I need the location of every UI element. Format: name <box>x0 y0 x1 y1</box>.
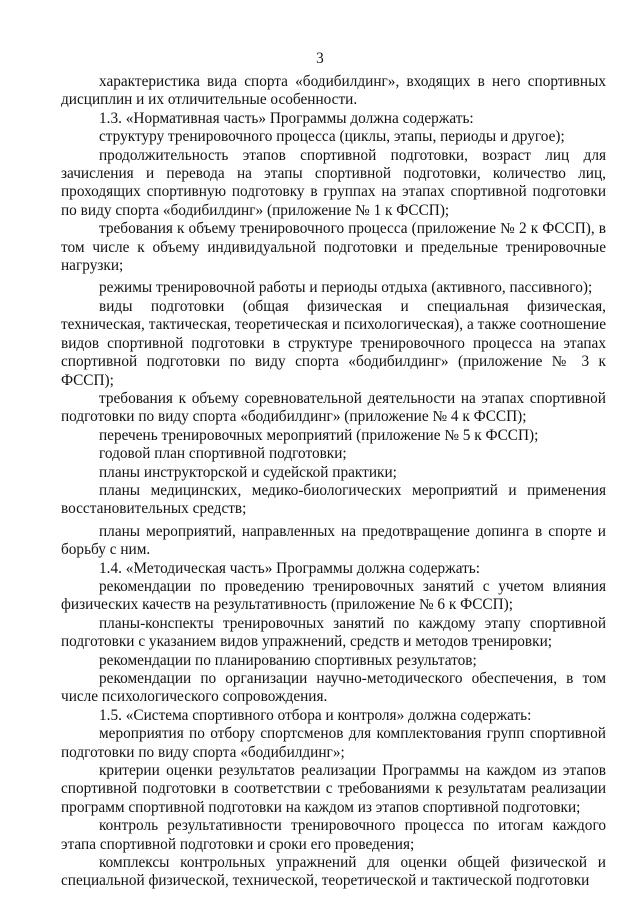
list-item: рекомендации по планированию спортивных результатов; <box>99 651 477 669</box>
list-item: планы мероприятий, направленных на предотвращение допинга в спорте и борьбу с ним. <box>61 522 606 559</box>
list-item: продолжительность этапов спортивной подготовки, возраст лиц для зачисления и перевода на этапы спортивной подготовки, количество лиц, проходящих спортивную подготовку в группах на этапах спортивной подготовки по виду спорта «бодибилдинг» (приложение № 1 к ФССП); <box>61 146 606 219</box>
list-item: планы медицинских, медико-биологических мероприятий и применения восстановительных средств; <box>61 481 606 518</box>
list-item: планы инструкторской и судейской практики; <box>99 463 397 481</box>
list-item: комплексы контрольных упражнений для оценки общей физической и специальной физической, технической, теоретической и тактической подготовки <box>61 854 606 890</box>
list-item: требования к объему соревновательной деятельности на этапах спортивной подготовки по виду спорта «бодибилдинг» (приложение № 4 к ФССП); <box>61 389 606 426</box>
list-item: контроль результативности тренировочного процесса по итогам каждого этапа спортивной подготовки и сроки его проведения; <box>61 817 606 853</box>
list-item: рекомендации по проведению тренировочных занятий с учетом влияния физических качеств на результативность (приложение № 6 к ФССП); <box>61 577 606 614</box>
section-heading-1-3: 1.3. «Нормативная часть» Программы должна содержать: <box>99 109 474 127</box>
section-heading-1-5: 1.5. «Система спортивного отбора и контроля» должна содержать: <box>99 706 532 724</box>
list-item: структуру тренировочного процесса (циклы, этапы, периоды и другое); <box>99 128 565 146</box>
list-item: требования к объему тренировочного процесса (приложение № 2 к ФССП), в том числе к объему индивидуальной подготовки и предельные тренировочные нагрузки; <box>61 220 606 275</box>
list-item: режимы тренировочной работы и периоды отдыха (активного, пассивного); <box>99 279 593 297</box>
page-number: 3 <box>316 50 324 67</box>
paragraph-continuation: характеристика вида спорта «бодибилдинг», входящих в него спортивных дисциплин и их отличительные особенности. <box>61 73 606 109</box>
list-item: виды подготовки (общая физическая и специальная физическая, техническая, тактическая, теоретическая и психологическая), а также соотношение видов спортивной подготовки в структуре тренировочного процесса на этапах спортивной подготовки по виду спорта «бодибилдинг» (приложение № 3 к ФССП); <box>61 297 606 389</box>
list-item: перечень тренировочных мероприятий (приложение № 5 к ФССП); <box>99 426 539 444</box>
list-item: годовой план спортивной подготовки; <box>99 445 347 463</box>
list-item: критерии оценки результатов реализации Программы на каждом из этапов спортивной подготовки в соответствии с требованиями к результатам реализации программ спортивной подготовки на каждом из этапов спортивной подготовки; <box>61 762 606 816</box>
list-item: рекомендации по организации научно-методического обеспечения, в том числе психологического сопровождения. <box>61 670 606 706</box>
list-item: мероприятия по отбору спортсменов для комплектования групп спортивной подготовки по виду спорта «бодибилдинг»; <box>61 725 606 761</box>
document-body <box>61 73 606 891</box>
section-heading-1-4: 1.4. «Методическая часть» Программы должна содержать: <box>99 559 481 577</box>
list-item: планы-конспекты тренировочных занятий по каждому этапу спортивной подготовки с указанием видов упражнений, средств и методов тренировки; <box>61 614 606 651</box>
